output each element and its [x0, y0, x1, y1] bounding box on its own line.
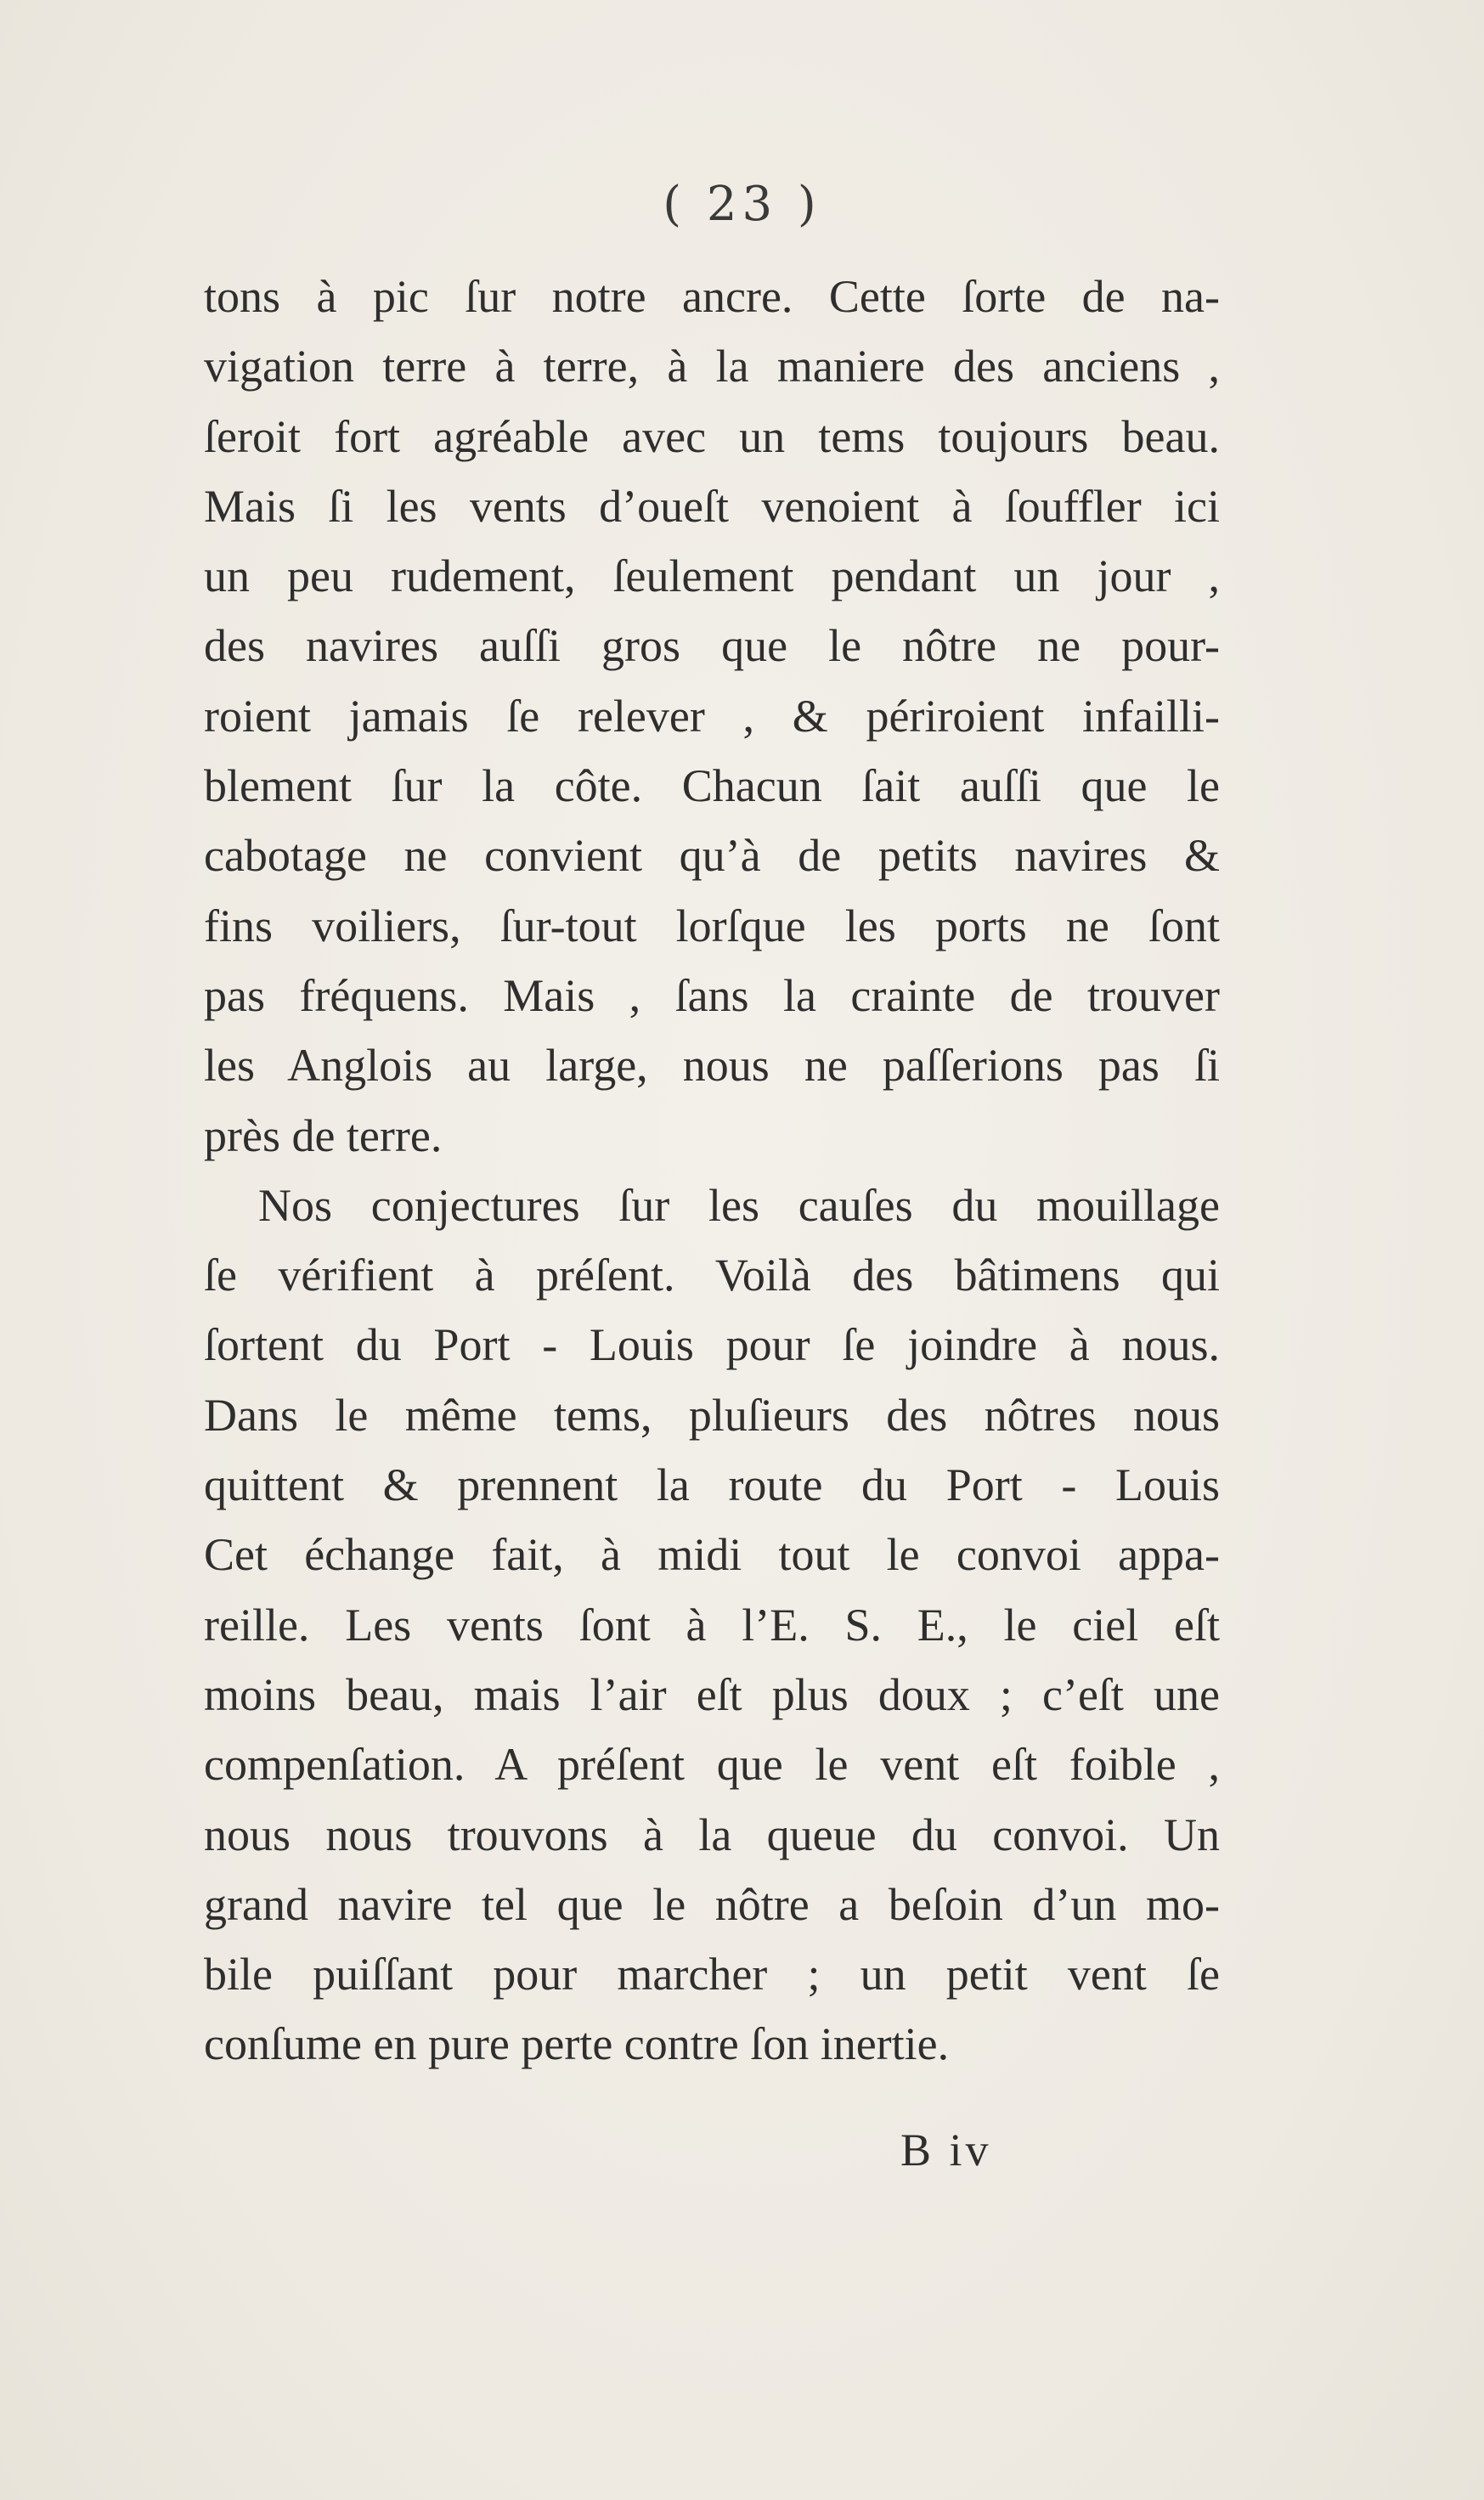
text-line: Mais ſi les vents d’oueſt venoient à ſouffler ici — [204, 480, 1220, 532]
text-line: reille. Les vents ſont à l’E. S. E., le ciel eſt — [204, 1599, 1220, 1651]
text-line: cabotage ne convient qu’à de petits navires & — [204, 830, 1220, 882]
text-line: roient jamais ſe relever , & périroient infailli- — [204, 690, 1220, 742]
text-line: conſume en pure perte contre ſon inertie. — [204, 2018, 950, 2070]
text-line: moins beau, mais l’air eſt plus doux ; c’eſt une — [204, 1668, 1220, 1720]
text-line: compenſation. A préſent que le vent eſt foible , — [204, 1739, 1220, 1791]
text-line: vigation terre à terre, à la maniere des anciens , — [204, 341, 1220, 392]
text-line: nous nous trouvons à la queue du convoi. Un — [204, 1809, 1220, 1860]
text-line: blement ſur la côte. Chacun ſait auſſi que le — [204, 760, 1220, 812]
text-line: près de terre. — [204, 1109, 443, 1161]
text-line: des navires auſſi gros que le nôtre ne pour- — [204, 620, 1220, 672]
signature-mark: B iv — [900, 2125, 992, 2176]
text-line: ſortent du Port - Louis pour ſe joindre à nous. — [204, 1319, 1220, 1371]
text-line: ſeroit fort agréable avec un tems toujours beau. — [204, 410, 1220, 462]
text-line: les Anglois au large, nous ne paſſerions pas ſi — [204, 1040, 1220, 1092]
body-text — [204, 262, 1220, 2080]
text-line: quittent & prennent la route du Port - Louis — [204, 1459, 1220, 1511]
text-line: grand navire tel que le nôtre a beſoin d’un mo- — [204, 1878, 1220, 1930]
page-number: ( 23 ) — [663, 177, 821, 232]
text-line: Cet échange fait, à midi tout le convoi appa- — [204, 1529, 1220, 1581]
text-line: ſe vérifient à préſent. Voilà des bâtimens qui — [204, 1250, 1220, 1301]
text-line: Dans le même tems, pluſieurs des nôtres nous — [204, 1389, 1220, 1441]
text-line: un peu rudement, ſeulement pendant un jour , — [204, 550, 1220, 602]
text-line: tons à pic ſur notre ancre. Cette ſorte de na- — [204, 271, 1220, 322]
text-line: bile puiſſant pour marcher ; un petit vent ſe — [204, 1949, 1220, 2001]
text-line: fins voiliers, ſur-tout lorſque les ports ne ſont — [204, 900, 1220, 951]
text-line: pas fréquens. Mais , ſans la crainte de trouver — [204, 969, 1220, 1021]
paragraph-start-line: Nos conjectures ſur les cauſes du mouillage — [258, 1179, 1220, 1231]
